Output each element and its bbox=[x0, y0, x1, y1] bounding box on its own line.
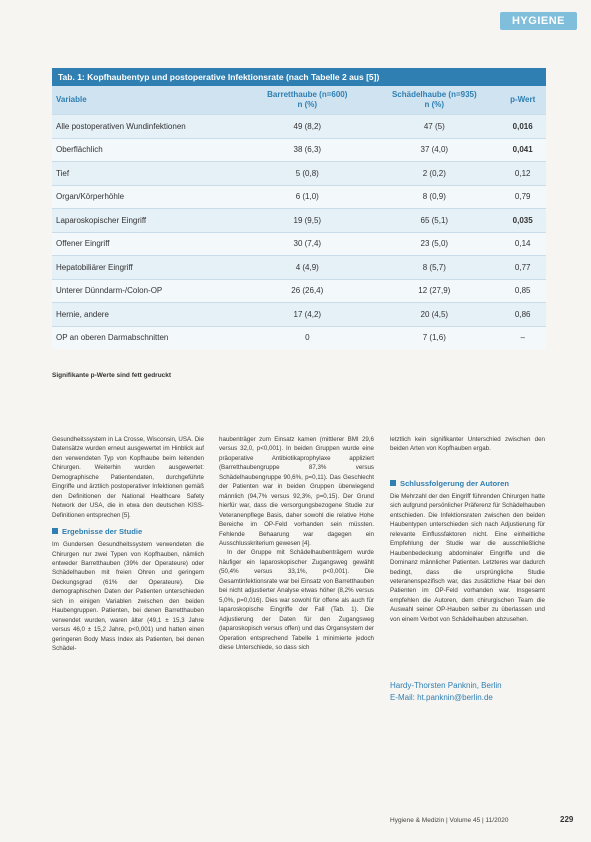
paragraph: Im Gundersen Gesundheitssystem verwendeten die Chirurgen nur zwei Typen von Kopfhauben, nämlich entweder Barretthauben (39% der Operateure) oder Schädelhauben mit freien Ohren und geringem Deckungsgrad (61% der Operateure). Die demographischen Daten der Patienten unterschieden sich in einigen Variablen zwischen den beiden Haubengruppen. Patienten, bei denen Barretthauben verwendet wurden, waren älter (49,1 ± 15,3 Jahre versus 46,0 ± 15,2 Jahre, p<0,001) und hatten einen geringeren Body Mass Index als Patienten, bei denen Schädel- bbox=[52, 541, 204, 653]
row-label: Alle postoperativen Wundinfektionen bbox=[52, 115, 245, 139]
table-cell: 6 (1,0) bbox=[245, 185, 369, 209]
table-cell: 30 (7,4) bbox=[245, 232, 369, 256]
table-row bbox=[52, 326, 546, 349]
column-header-variable: Variable bbox=[52, 86, 245, 115]
column-header: Barretthaube (n=600) n (%) bbox=[245, 86, 369, 115]
table-row bbox=[52, 138, 546, 162]
table-row bbox=[52, 209, 546, 233]
table-cell: 0,14 bbox=[499, 232, 546, 256]
table-cell: 0,016 bbox=[499, 115, 546, 139]
page-number: 229 bbox=[560, 815, 574, 824]
column-header: p-Wert bbox=[499, 86, 546, 115]
table-cell: 0,12 bbox=[499, 162, 546, 186]
table-cell: 0 bbox=[245, 326, 369, 349]
row-label: Laparoskopischer Eingriff bbox=[52, 209, 245, 233]
table-cell: 0,041 bbox=[499, 138, 546, 162]
table-cell: 12 (27,9) bbox=[369, 279, 499, 303]
table-cell: 5 (0,8) bbox=[245, 162, 369, 186]
row-label: OP an oberen Darmabschnitten bbox=[52, 326, 245, 349]
row-label: Offener Eingriff bbox=[52, 232, 245, 256]
journal-info: Hygiene & Medizin | Volume 45 | 11/2020 bbox=[390, 817, 509, 824]
table-cell: 47 (5) bbox=[369, 115, 499, 139]
results-table-box bbox=[52, 68, 546, 349]
row-label: Organ/Körperhöhle bbox=[52, 185, 245, 209]
section-heading-results: Ergebnisse der Studie bbox=[52, 526, 204, 537]
row-label: Hepatobiliärer Eingriff bbox=[52, 256, 245, 280]
table-cell: 2 (0,2) bbox=[369, 162, 499, 186]
table-cell: 0,035 bbox=[499, 209, 546, 233]
paragraph: haubenträger zum Einsatz kamen (mittlerer BMI 29,6 versus 32,0, p<0,001). In beiden Gruppen wurde eine präoperative Antibiotikaprophylaxe appliziert (Barretthaubengruppe 87,3% versus Schädelhaubengruppe 90,6%, p=0,11). Das Geschlecht der Patienten war in beiden Gruppen überwiegend männlich (94,7% versus 92,3%, p=0,15). Der Grund hierfür war, dass die versorgungsbezogene Studie zur Veteranenpflege Basis, daher sowohl die relative Hohe Bereiche im OP-Feld vorhanden sein müssten. Fehlende Behaarung war dagegen ein Ausschlusskriterium gewesen [4]. bbox=[219, 436, 374, 547]
table-row bbox=[52, 162, 546, 186]
table-footnote: Signifikante p-Werte sind fett gedruckt bbox=[52, 372, 172, 379]
table-cell: – bbox=[499, 326, 546, 349]
table-cell: 49 (8,2) bbox=[245, 115, 369, 139]
section-heading-conclusion: Schlussfolgerung der Autoren bbox=[390, 478, 545, 489]
row-label: Unterer Dünndarm-/Colon-OP bbox=[52, 279, 245, 303]
table-title: Tab. 1: Kopfhaubentyp und postoperative Infektionsrate (nach Tabelle 2 aus [5]) bbox=[52, 68, 546, 86]
table-cell: 37 (4,0) bbox=[369, 138, 499, 162]
table-cell: 20 (4,5) bbox=[369, 303, 499, 327]
results-table bbox=[52, 86, 546, 349]
table-row bbox=[52, 232, 546, 256]
author-name: Hardy-Thorsten Panknin, Berlin bbox=[390, 681, 502, 691]
table-cell: 23 (5,0) bbox=[369, 232, 499, 256]
table-cell: 0,86 bbox=[499, 303, 546, 327]
text-column-1 bbox=[52, 435, 204, 654]
table-cell: 26 (26,4) bbox=[245, 279, 369, 303]
table-cell: 8 (0,9) bbox=[369, 185, 499, 209]
table-row bbox=[52, 279, 546, 303]
column-header: Schädelhaube (n=935) n (%) bbox=[369, 86, 499, 115]
table-row bbox=[52, 303, 546, 327]
paragraph: Die Mehrzahl der den Eingriff führenden Chirurgen hatte sich aufgrund persönlicher Präferenz für Schädelhauben entschieden. Die Infektionsraten zwischen den beiden Haubentypen unterschieden sich nach Adjustierung für relevante Einflussfaktoren nicht. Eine einheitliche Empfehlung der Studie war die ausschließliche Haubenbedeckung abdominaler Eingriffe und die Dominanz männlicher Patienten. Letzteres war dadurch bedingt, dass die ursprüngliche Studie veteranenspezifisch war, das zusätzliche Haar bei den Patienten im OP-Feld vorhanden war. Insgesamt empfehlen die Autoren, dem chirurgischen Team die Auswahl seiner OP-Hauben selber zu überlassen und von einem Verbot von Schädelhauben abzusehen. bbox=[390, 492, 545, 623]
table-cell: 8 (5,7) bbox=[369, 256, 499, 280]
paragraph: Gesundheitssystem in La Crosse, Wisconsin, USA. Die Datensätze wurden erneut ausgewertet im Hinblick auf den verwendeten Typ von Kopfhaube beim leitenden Chirurgen. Weiterhin wurden ausgewertet: Demographische Patientendaten, durchgeführte Eingriffe und ärztlich postoperativer Infektionen gemäß den Definitionen der National Healthcare Safety Network der USA, die in etwa den deutschen KISS-Definitionen entsprechen [5]. bbox=[52, 436, 204, 519]
row-label: Oberflächlich bbox=[52, 138, 245, 162]
row-label: Tief bbox=[52, 162, 245, 186]
table-cell: 0,79 bbox=[499, 185, 546, 209]
paragraph: In der Gruppe mit Schädelhaubenträgern wurde häufiger ein laparoskopischer Zugangsweg gewählt (50,4% versus 33,1%, p<0,001). Die Gesamtinfektionsrate war bei Einsatz von Barretthauben bei nicht adjustierter Analyse etwas höher (8,2% versus 5,0%, p=0,016). Dies war sowohl für offene als auch für laparoskopische Eingriffe der Fall (Tab. 1). Die Adjustierung der Daten für den Zugangsweg (laparoskopisch versus offen) und das Organsystem der Operation entsprechend Tabelle 1 minimierte jedoch diese Unterschiede, so dass sich bbox=[219, 549, 374, 651]
table-cell: 17 (4,2) bbox=[245, 303, 369, 327]
table-row bbox=[52, 185, 546, 209]
paragraph: letztlich kein signifikanter Unterschied zwischen den beiden Arten von Kopfhauben ergab. bbox=[390, 436, 545, 453]
table-cell: 65 (5,1) bbox=[369, 209, 499, 233]
table-row bbox=[52, 256, 546, 280]
table-row bbox=[52, 115, 546, 139]
table-cell: 0,85 bbox=[499, 279, 546, 303]
text-column-3 bbox=[390, 435, 545, 704]
text-column-2 bbox=[219, 435, 374, 652]
table-cell: 4 (4,9) bbox=[245, 256, 369, 280]
table-cell: 19 (9,5) bbox=[245, 209, 369, 233]
table-cell: 38 (6,3) bbox=[245, 138, 369, 162]
table-cell: 7 (1,6) bbox=[369, 326, 499, 349]
row-label: Hernie, andere bbox=[52, 303, 245, 327]
author-email[interactable]: E-Mail: ht.panknin@berlin.de bbox=[390, 693, 493, 703]
table-cell: 0,77 bbox=[499, 256, 546, 280]
section-tag: HYGIENE bbox=[500, 12, 577, 30]
